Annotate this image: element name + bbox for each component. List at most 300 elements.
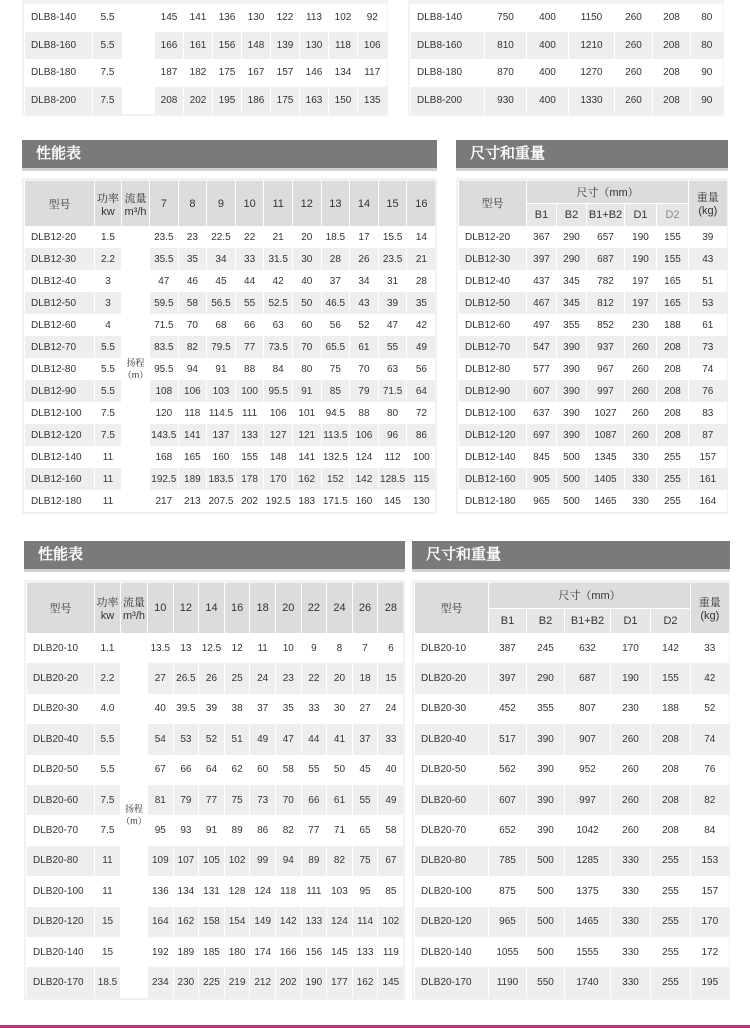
head-value-cell: 180	[224, 937, 250, 967]
head-value-cell: 190	[301, 967, 327, 997]
head-value-cell: 105	[199, 846, 225, 876]
col-b1: B1	[489, 608, 527, 633]
head-value-cell: 82	[275, 815, 301, 845]
head-value-cell: 202	[235, 490, 264, 512]
d1-cell: 197	[625, 292, 657, 314]
head-value-cell: 128.5	[378, 468, 407, 490]
head-value-cell: 114	[352, 907, 378, 937]
head-value-cell: 11	[250, 633, 276, 663]
head-value-cell: 102	[378, 907, 404, 937]
head-value-cell: 234	[148, 967, 174, 997]
head-value-cell: 150	[329, 87, 358, 115]
b2-cell: 500	[527, 846, 565, 876]
head-value-cell: 49	[250, 724, 276, 754]
head-value-cell: 135	[358, 87, 387, 115]
head-value-cell: 61	[350, 336, 379, 358]
model-cell: DLB12-20	[459, 226, 527, 248]
d1-cell: 260	[625, 380, 657, 402]
head-value-cell: 100	[235, 380, 264, 402]
b1-cell: 387	[489, 633, 527, 663]
model-cell: DLB20-100	[415, 876, 489, 906]
table-row	[25, 87, 387, 115]
col-flow-value: 11	[264, 181, 293, 226]
power-cell: 5.5	[95, 380, 122, 402]
head-value-cell: 118	[275, 876, 301, 906]
head-value-cell: 28	[407, 270, 436, 292]
head-value-cell: 202	[275, 967, 301, 997]
table-row	[27, 937, 404, 967]
model-cell: DLB20-10	[27, 633, 95, 663]
head-value-cell: 15	[378, 663, 404, 693]
lift-label: 扬程（m）	[122, 226, 150, 512]
head-value-cell: 141	[178, 424, 207, 446]
head-value-cell: 185	[199, 937, 225, 967]
head-value-cell: 86	[407, 424, 436, 446]
b1b2-cell: 1285	[565, 846, 611, 876]
power-cell: 5.5	[95, 336, 122, 358]
table-row	[459, 248, 727, 270]
model-cell: DLB20-140	[415, 937, 489, 967]
b2-cell: 390	[557, 358, 587, 380]
head-value-cell: 166	[275, 937, 301, 967]
model-cell: DLB12-40	[25, 270, 95, 292]
head-value-cell: 26	[350, 248, 379, 270]
head-value-cell: 34	[350, 270, 379, 292]
head-value-cell: 56	[407, 358, 436, 380]
head-value-cell: 50	[292, 292, 321, 314]
col-flow-value: 16	[407, 181, 436, 226]
head-value-cell: 40	[378, 755, 404, 785]
power-cell: 3	[95, 270, 122, 292]
d1-cell: 260	[625, 402, 657, 424]
power-cell: 11	[95, 468, 122, 490]
b1b2-cell: 782	[587, 270, 625, 292]
head-value-cell: 71.5	[150, 314, 179, 336]
d2-cell: 155	[657, 226, 689, 248]
b1-cell: 697	[527, 424, 557, 446]
model-cell: DLB12-70	[459, 336, 527, 358]
table-row	[415, 633, 729, 663]
b1-cell: 397	[489, 663, 527, 693]
d1-cell: 330	[611, 967, 651, 997]
table-row	[27, 846, 404, 876]
head-value-cell: 102	[224, 846, 250, 876]
head-value-cell: 124	[327, 907, 353, 937]
head-value-cell: 21	[264, 226, 293, 248]
table-row	[459, 358, 727, 380]
b1b2-cell: 952	[565, 755, 611, 785]
power-cell: 7.5	[95, 402, 122, 424]
table-row	[415, 967, 729, 997]
power-cell: 11	[95, 846, 121, 876]
head-value-cell: 195	[213, 87, 242, 115]
b2-cell: 290	[557, 226, 587, 248]
head-value-cell: 186	[242, 87, 271, 115]
col-d2: D2	[651, 608, 691, 633]
head-value-cell: 65.5	[321, 336, 350, 358]
head-value-cell: 160	[207, 446, 236, 468]
head-value-cell: 46.5	[321, 292, 350, 314]
table-row	[25, 424, 436, 446]
col-flow-value: 18	[250, 583, 276, 633]
d1-cell: 190	[625, 248, 657, 270]
table-row	[415, 876, 729, 906]
head-value-cell: 46	[178, 270, 207, 292]
b2-cell: 550	[527, 967, 565, 997]
head-value-cell: 67	[378, 846, 404, 876]
table-row	[459, 380, 727, 402]
head-value-cell: 40	[292, 270, 321, 292]
b2-cell: 500	[557, 468, 587, 490]
head-value-cell: 141	[184, 4, 213, 32]
mid-performance-table	[24, 181, 435, 512]
head-value-cell: 183.5	[207, 468, 236, 490]
b2-cell: 500	[527, 876, 565, 906]
b1b2-cell: 937	[587, 336, 625, 358]
head-value-cell: 124	[250, 876, 276, 906]
d2-cell: 255	[657, 490, 689, 512]
head-value-cell: 31	[378, 270, 407, 292]
head-value-cell: 174	[250, 937, 276, 967]
model-cell: DLB20-40	[415, 724, 489, 754]
b1b2-cell: 1465	[587, 490, 625, 512]
power-cell: 3	[95, 292, 122, 314]
model-cell: DLB8-200	[25, 87, 93, 115]
model-cell: DLB12-80	[459, 358, 527, 380]
head-value-cell: 37	[250, 694, 276, 724]
weight-cell: 195	[691, 967, 729, 997]
power-cell: 4	[95, 314, 122, 336]
head-value-cell: 166	[155, 32, 184, 60]
d2-cell: 208	[651, 815, 691, 845]
flow-gap-cell	[123, 59, 155, 87]
head-value-cell: 58	[378, 815, 404, 845]
b1-cell: 607	[527, 380, 557, 402]
d2-cell: 208	[657, 402, 689, 424]
bot-dims-table	[414, 583, 729, 998]
top-performance-table	[24, 4, 387, 114]
b1b2-cell: 1345	[587, 446, 625, 468]
b1b2-cell: 812	[587, 292, 625, 314]
head-value-cell: 59.5	[150, 292, 179, 314]
head-value-cell: 79	[350, 380, 379, 402]
head-value-cell: 26	[199, 663, 225, 693]
head-value-cell: 145	[378, 490, 407, 512]
top-dims-table	[410, 4, 723, 114]
d1-cell: 260	[615, 59, 653, 87]
head-value-cell: 192.5	[150, 468, 179, 490]
d2-cell: 155	[657, 248, 689, 270]
head-value-cell: 71	[327, 815, 353, 845]
head-value-cell: 22	[301, 663, 327, 693]
col-power: 功率 kw	[95, 181, 122, 226]
b1b2-cell: 852	[587, 314, 625, 336]
head-value-cell: 102	[329, 4, 358, 32]
power-cell: 2.2	[95, 663, 121, 693]
d2-cell: 188	[651, 694, 691, 724]
weight-cell: 80	[691, 32, 723, 60]
table-row	[415, 755, 729, 785]
table-row	[25, 490, 436, 512]
table-row	[25, 248, 436, 270]
head-value-cell: 162	[292, 468, 321, 490]
head-value-cell: 156	[301, 937, 327, 967]
head-value-cell: 20	[292, 226, 321, 248]
weight-cell: 74	[691, 724, 729, 754]
model-cell: DLB20-80	[415, 846, 489, 876]
b1-cell: 562	[489, 755, 527, 785]
col-flow-value: 8	[178, 181, 207, 226]
head-value-cell: 89	[224, 815, 250, 845]
head-value-cell: 35.5	[150, 248, 179, 270]
power-cell: 7.5	[95, 815, 121, 845]
head-value-cell: 22	[235, 226, 264, 248]
lift-label: 扬程（m）	[121, 633, 148, 998]
b1-cell: 652	[489, 815, 527, 845]
head-value-cell: 73	[250, 785, 276, 815]
model-cell: DLB20-170	[415, 967, 489, 997]
weight-cell: 74	[689, 358, 727, 380]
model-cell: DLB20-100	[27, 876, 95, 906]
b1b2-cell: 1042	[565, 815, 611, 845]
b1-cell: 870	[485, 59, 527, 87]
power-cell: 5.5	[95, 755, 121, 785]
flow-gap-cell	[123, 87, 155, 115]
b1b2-cell: 997	[565, 785, 611, 815]
head-value-cell: 23	[275, 663, 301, 693]
weight-cell: 170	[691, 907, 729, 937]
head-value-cell: 56.5	[207, 292, 236, 314]
head-value-cell: 55	[352, 785, 378, 815]
model-cell: DLB12-20	[25, 226, 95, 248]
head-value-cell: 52.5	[264, 292, 293, 314]
d1-cell: 260	[615, 87, 653, 115]
head-value-cell: 95	[148, 815, 174, 845]
head-value-cell: 88	[235, 358, 264, 380]
head-value-cell: 30	[292, 248, 321, 270]
head-value-cell: 136	[148, 876, 174, 906]
b1b2-cell: 1210	[569, 32, 615, 60]
head-value-cell: 162	[173, 907, 199, 937]
power-cell: 1.1	[95, 633, 121, 663]
head-value-cell: 53	[173, 724, 199, 754]
head-value-cell: 106	[350, 424, 379, 446]
col-flow-value: 7	[150, 181, 179, 226]
weight-cell: 172	[691, 937, 729, 967]
head-value-cell: 55	[235, 292, 264, 314]
b2-cell: 500	[527, 937, 565, 967]
head-value-cell: 89	[301, 846, 327, 876]
head-value-cell: 149	[250, 907, 276, 937]
power-cell: 2.2	[95, 248, 122, 270]
head-value-cell: 202	[184, 87, 213, 115]
col-b2: B2	[527, 608, 565, 633]
power-cell: 7.5	[93, 87, 123, 115]
power-cell: 5.5	[93, 32, 123, 60]
b1b2-cell: 1405	[587, 468, 625, 490]
head-value-cell: 72	[407, 402, 436, 424]
head-value-cell: 77	[199, 785, 225, 815]
head-value-cell: 38	[224, 694, 250, 724]
model-cell: DLB8-140	[25, 4, 93, 32]
d1-cell: 190	[611, 663, 651, 693]
model-cell: DLB20-50	[415, 755, 489, 785]
head-value-cell: 63	[378, 358, 407, 380]
head-value-cell: 160	[350, 490, 379, 512]
head-value-cell: 79.5	[207, 336, 236, 358]
table-row	[459, 314, 727, 336]
head-value-cell: 43	[350, 292, 379, 314]
power-cell: 1.5	[95, 226, 122, 248]
head-value-cell: 75	[321, 358, 350, 380]
head-value-cell: 40	[148, 694, 174, 724]
col-flow-value: 22	[301, 583, 327, 633]
table-row	[27, 663, 404, 693]
power-cell: 5.5	[95, 358, 122, 380]
d2-cell: 208	[651, 755, 691, 785]
model-cell: DLB8-200	[411, 87, 485, 115]
model-cell: DLB12-180	[459, 490, 527, 512]
b1-cell: 810	[485, 32, 527, 60]
model-cell: DLB20-60	[415, 785, 489, 815]
head-value-cell: 58	[275, 755, 301, 785]
head-value-cell: 113	[300, 4, 329, 32]
head-value-cell: 158	[199, 907, 225, 937]
d1-cell: 330	[611, 846, 651, 876]
col-weight: 重量 (kg)	[691, 583, 729, 633]
head-value-cell: 109	[148, 846, 174, 876]
head-value-cell: 117	[358, 59, 387, 87]
col-flow-value: 10	[148, 583, 174, 633]
d2-cell: 255	[651, 937, 691, 967]
b1-cell: 397	[527, 248, 557, 270]
weight-cell: 90	[691, 87, 723, 115]
head-value-cell: 217	[150, 490, 179, 512]
model-cell: DLB12-50	[459, 292, 527, 314]
col-b1: B1	[527, 203, 557, 226]
head-value-cell: 132.5	[321, 446, 350, 468]
b1-cell: 965	[527, 490, 557, 512]
weight-cell: 76	[689, 380, 727, 402]
model-cell: DLB12-70	[25, 336, 95, 358]
model-cell: DLB12-60	[25, 314, 95, 336]
table-row	[415, 937, 729, 967]
b1b2-cell: 657	[587, 226, 625, 248]
model-cell: DLB12-100	[25, 402, 95, 424]
head-value-cell: 23.5	[378, 248, 407, 270]
col-weight: 重量 (kg)	[689, 181, 727, 226]
head-value-cell: 157	[271, 59, 300, 87]
head-value-cell: 83.5	[150, 336, 179, 358]
b2-cell: 290	[557, 248, 587, 270]
weight-cell: 39	[689, 226, 727, 248]
head-value-cell: 34	[207, 248, 236, 270]
col-flow-value: 9	[207, 181, 236, 226]
col-flow-value: 15	[378, 181, 407, 226]
model-cell: DLB20-140	[27, 937, 95, 967]
d2-cell: 165	[657, 292, 689, 314]
head-value-cell: 145	[155, 4, 184, 32]
head-value-cell: 130	[242, 4, 271, 32]
col-b1b2: B1+B2	[565, 608, 611, 633]
table-row	[459, 468, 727, 490]
table-row	[415, 724, 729, 754]
head-value-cell: 65	[352, 815, 378, 845]
head-value-cell: 148	[264, 446, 293, 468]
b2-cell: 400	[527, 32, 569, 60]
col-flow-value: 12	[292, 181, 321, 226]
head-value-cell: 170	[264, 468, 293, 490]
head-value-cell: 167	[242, 59, 271, 87]
head-value-cell: 54	[148, 724, 174, 754]
table-row	[415, 785, 729, 815]
head-value-cell: 85	[378, 876, 404, 906]
head-value-cell: 163	[300, 87, 329, 115]
head-value-cell: 95	[352, 876, 378, 906]
b1-cell: 547	[527, 336, 557, 358]
head-value-cell: 130	[300, 32, 329, 60]
head-value-cell: 66	[235, 314, 264, 336]
head-value-cell: 84	[264, 358, 293, 380]
table-row	[27, 815, 404, 845]
power-cell: 5.5	[93, 4, 123, 32]
head-value-cell: 142	[275, 907, 301, 937]
head-value-cell: 127	[264, 424, 293, 446]
b1b2-cell: 997	[587, 380, 625, 402]
head-value-cell: 156	[213, 32, 242, 60]
head-value-cell: 66	[173, 755, 199, 785]
head-value-cell: 85	[321, 380, 350, 402]
head-value-cell: 14	[407, 226, 436, 248]
d1-cell: 260	[625, 336, 657, 358]
bot-performance-table	[26, 583, 403, 998]
d2-cell: 208	[657, 380, 689, 402]
mid-dims-table	[458, 181, 727, 512]
head-value-cell: 145	[327, 937, 353, 967]
head-value-cell: 33	[235, 248, 264, 270]
head-value-cell: 33	[378, 724, 404, 754]
d2-cell: 208	[657, 358, 689, 380]
head-value-cell: 13.5	[148, 633, 174, 663]
bot-dims-title-bar	[412, 541, 730, 569]
head-value-cell: 47	[378, 314, 407, 336]
b2-cell: 500	[527, 907, 565, 937]
power-cell: 11	[95, 446, 122, 468]
weight-cell: 51	[689, 270, 727, 292]
model-cell: DLB8-180	[411, 59, 485, 87]
head-value-cell: 146	[300, 59, 329, 87]
d1-cell: 330	[625, 468, 657, 490]
head-value-cell: 82	[327, 846, 353, 876]
d2-cell: 255	[657, 446, 689, 468]
head-value-cell: 80	[292, 358, 321, 380]
head-value-cell: 80	[378, 402, 407, 424]
head-value-cell: 77	[301, 815, 327, 845]
head-value-cell: 75	[224, 785, 250, 815]
table-row	[415, 694, 729, 724]
table-row	[25, 358, 436, 380]
b2-cell: 390	[527, 815, 565, 845]
head-value-cell: 64	[407, 380, 436, 402]
model-cell: DLB20-20	[415, 663, 489, 693]
head-value-cell: 111	[301, 876, 327, 906]
model-cell: DLB12-40	[459, 270, 527, 292]
head-value-cell: 12.5	[199, 633, 225, 663]
table-row	[25, 32, 387, 60]
bot-dims-title: 尺寸和重量	[426, 546, 502, 563]
head-value-cell: 18	[352, 663, 378, 693]
head-value-cell: 118	[178, 402, 207, 424]
